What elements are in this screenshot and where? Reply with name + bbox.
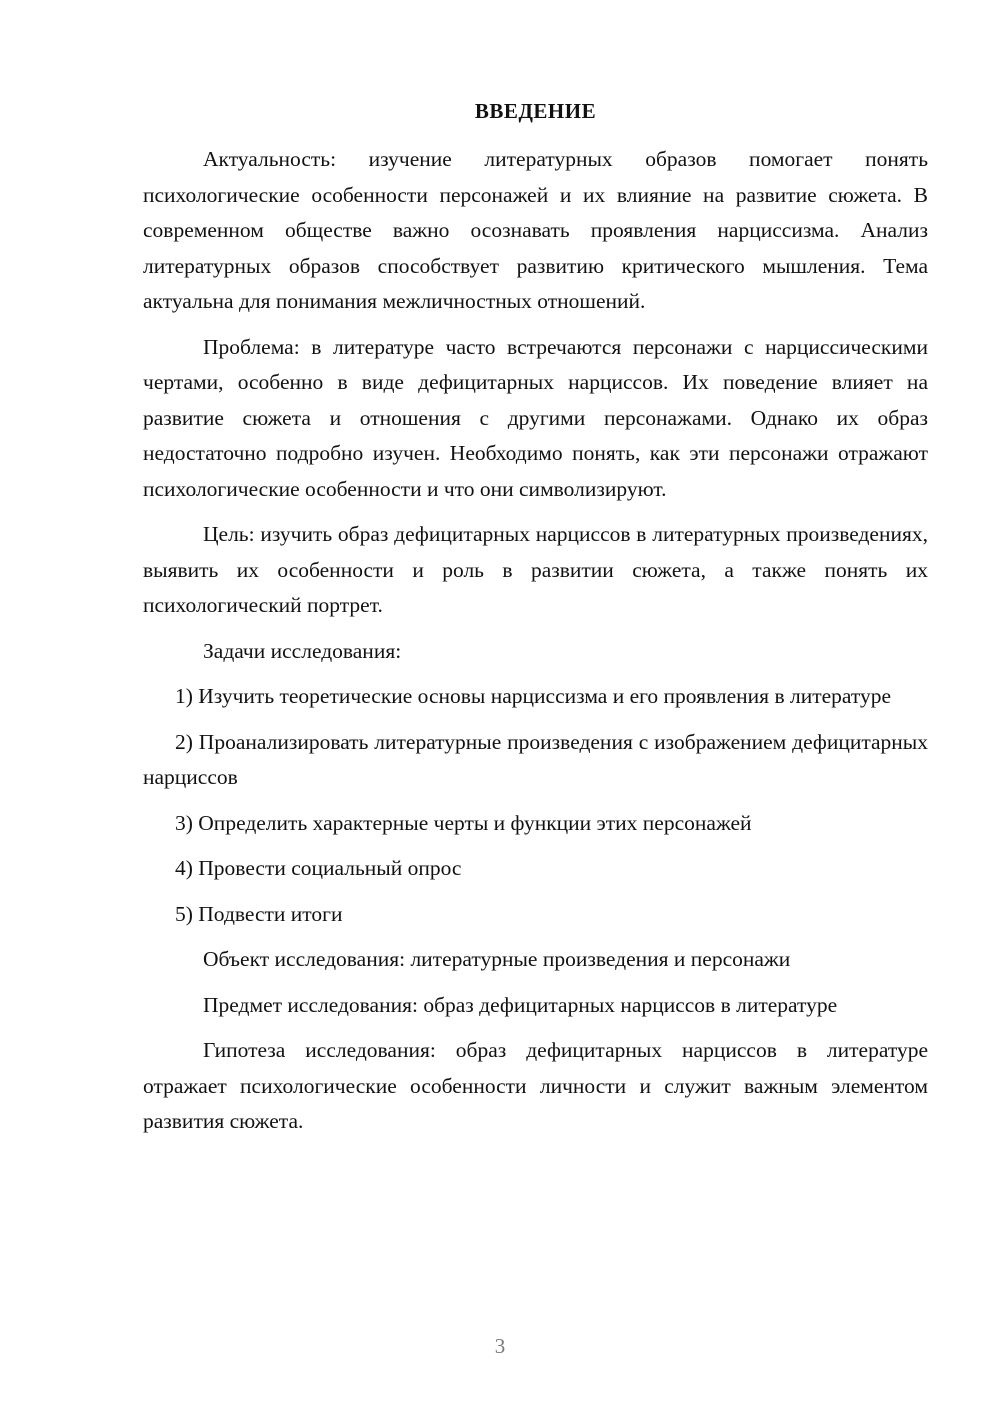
task-item-5: 5) Подвести итоги (175, 901, 343, 926)
task-item-2: 2) Проанализировать литературные произведения с изображением дефицитарных нарциссов (143, 729, 928, 789)
object-paragraph: Объект исследования: литературные произведения и персонажи (203, 947, 791, 971)
relevance-paragraph: Актуальность: изучение литературных образов помогает понять психологические особенности персонажей и их влияние на развитие сюжета. В современном обществе важно осознавать проявления нарциссизма. Анализ литературных образов способствует развитию критического мышления. Тема актуальна для понимания межличностных отношений. (143, 147, 928, 313)
problem-paragraph: Проблема: в литературе часто встречаются персонажи с нарциссическими чертами, особенно в виде дефицитарных нарциссов. Их поведение влияет на развитие сюжета и отношения с другими персонажами. Однако их образ недостаточно подробно изучен. Необходимо понять, как эти персонажи отражают психологические особенности и что они символизируют. (143, 334, 928, 501)
tasks-heading: Задачи исследования: (203, 638, 402, 663)
task-item-4: 4) Провести социальный опрос (175, 856, 462, 880)
subject-paragraph: Предмет исследования: образ дефицитарных нарциссов в литературе (203, 992, 838, 1017)
document-body (143, 142, 928, 1150)
goal-paragraph: Цель: изучить образ дефицитарных нарциссов в литературных произведениях, выявить их особенности и роль в развитии сюжета, а также понять их психологический портрет. (143, 522, 928, 617)
page-title: ВВЕДЕНИЕ (474, 99, 597, 123)
task-item-1: 1) Изучить теоретические основы нарциссизма и его проявления в литературе (175, 684, 892, 708)
page-number: 3 (494, 1334, 506, 1358)
hypothesis-paragraph: Гипотеза исследования: образ дефицитарных нарциссов в литературе отражает психологические особенности личности и служит важным элементом развития сюжета. (143, 1038, 928, 1133)
task-item-3: 3) Определить характерные черты и функции этих персонажей (175, 810, 752, 835)
